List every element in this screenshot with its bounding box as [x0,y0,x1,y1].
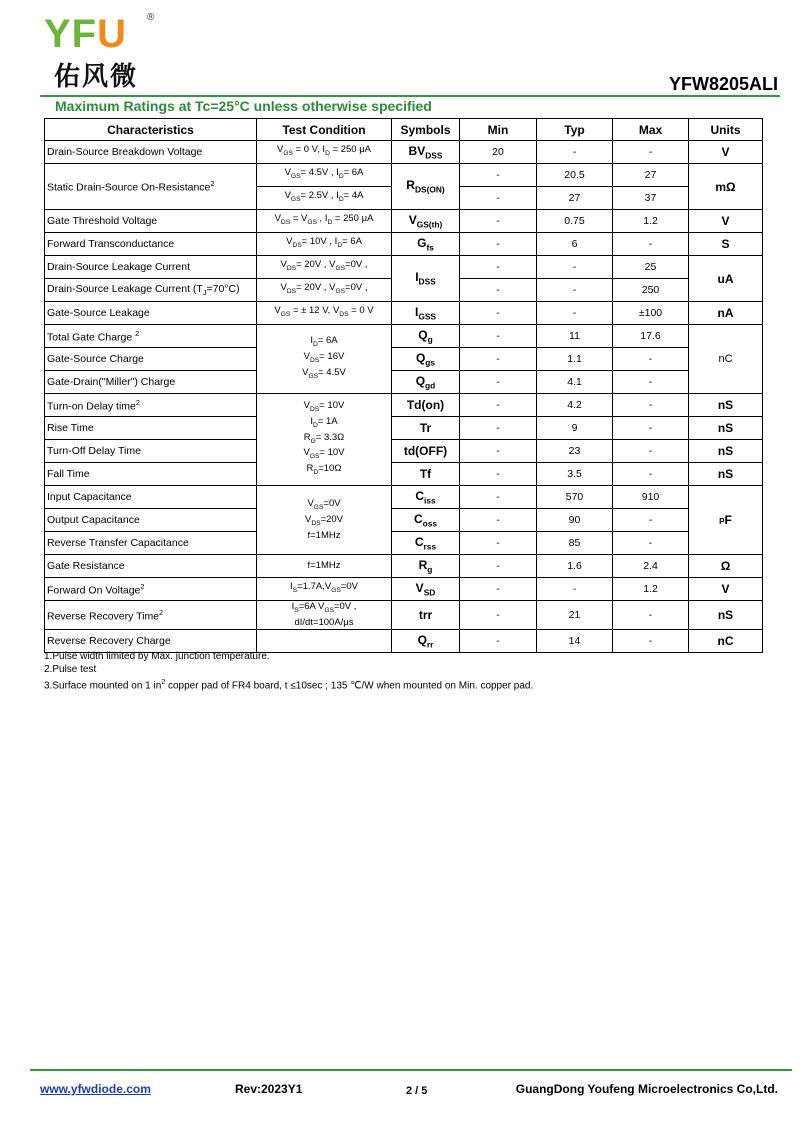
characteristic-cell: Gate-Source Charge [45,348,257,371]
table-row [45,394,763,417]
max-cell: - [613,509,689,532]
max-cell: 25 [613,256,689,279]
condition-cell: $V_{DS}= 20V$ , $V_{GS}=0V$ , [257,256,392,279]
symbol-cell: $C_{rss}$ [392,532,460,555]
table-row [45,601,763,630]
unit-cell: nA [689,302,763,325]
column-header: Characteristics [45,119,257,141]
symbol-cell: $R_g$ [392,555,460,578]
max-cell: - [613,601,689,630]
min-cell: 20 [460,141,537,164]
unit-cell: V [689,141,763,164]
condition-cell: $V_{DS}= 10V$ , $I_D= 6A$ [257,233,392,256]
min-cell: - [460,302,537,325]
characteristic-cell: Fall Time [45,463,257,486]
typ-cell: 20.5 [537,164,613,187]
table-row [45,233,763,256]
condition-cell: $I_S=1.7A,V_{GS}=0V$ [257,578,392,601]
symbol-cell: $R_{DS(ON)}$ [392,164,460,210]
characteristic-cell: Rise Time [45,417,257,440]
min-cell: - [460,601,537,630]
logo-chinese-name: 佑风微 [54,62,139,92]
typ-cell: 14 [537,629,613,652]
min-cell: - [460,279,537,302]
min-cell: - [460,555,537,578]
symbol-cell: td(OFF) [392,440,460,463]
characteristic-cell: Static Drain-Source On-Resistance$^2$ [45,164,257,210]
unit-cell: nS [689,394,763,417]
typ-cell: 6 [537,233,613,256]
typ-cell: - [537,302,613,325]
min-cell: - [460,578,537,601]
max-cell: - [613,629,689,652]
table-row [45,164,763,187]
max-cell: 2.4 [613,555,689,578]
typ-cell: 23 [537,440,613,463]
company-name: GuangDong Youfeng Microelectronics Co,Ltd. [515,1082,778,1096]
characteristic-cell: Drain-Source Leakage Current $(T_J=70^\circ C)$ [45,279,257,302]
characteristic-cell: Forward Transconductance [45,233,257,256]
min-cell: - [460,233,537,256]
table-row [45,578,763,601]
table-row [45,256,763,279]
characteristic-cell: Gate-Source Leakage [45,302,257,325]
min-cell: - [460,440,537,463]
symbol-cell: $V_{GS(th)}$ [392,210,460,233]
unit-cell: nS [689,463,763,486]
symbol-cell: Tr [392,417,460,440]
condition-cell: $V_{GS} = 0$ V, $I_D = 250$ μA [257,141,392,164]
logo-letters: YFU [44,12,128,56]
condition-cell: $V_{GS}=0V$ $V_{DS}=20V$ f=1MHz [257,486,392,555]
typ-cell: 1.6 [537,555,613,578]
column-header: Units [689,119,763,141]
column-header: Symbols [392,119,460,141]
min-cell: - [460,394,537,417]
characteristic-cell: Output Capacitance [45,509,257,532]
column-header: Test Condition [257,119,392,141]
typ-cell: 3.5 [537,463,613,486]
characteristic-cell: Reverse Recovery Charge [45,629,257,652]
symbol-cell: trr [392,601,460,630]
condition-cell: $V_{GS}$ = ± 12 V, $V_{DS} = 0$ V [257,302,392,325]
footer-divider [30,1069,792,1071]
max-cell: - [613,141,689,164]
typ-cell: - [537,141,613,164]
symbol-cell: $V_{SD}$ [392,578,460,601]
table-row [45,210,763,233]
max-cell: 37 [613,187,689,210]
table-row [45,509,763,532]
max-cell: - [613,463,689,486]
table-row [45,141,763,164]
min-cell: - [460,210,537,233]
max-cell: 250 [613,279,689,302]
footnote: 3.Surface mounted on 1 $in^2$ copper pad of FR4 board, t ≤10sec ; 135 ℃/W when mounted on Min. copper pad. [44,679,534,692]
condition-cell: $V_{GS}= 2.5V$ , $I_D= 4A$ [257,187,392,210]
unit-cell: nC [689,629,763,652]
symbol-cell: Tf [392,463,460,486]
max-cell: - [613,348,689,371]
unit-cell: nC [689,325,763,394]
condition-cell: $V_{DS}= 20V$ , $V_{GS}=0V$ , [257,279,392,302]
table-row [45,629,763,652]
typ-cell: - [537,279,613,302]
table-row [45,417,763,440]
typ-cell: 4.1 [537,371,613,394]
typ-cell: - [537,256,613,279]
condition-cell [257,629,392,652]
footnote: 1.Pulse width limited by Max. junction temperature. [44,651,270,662]
min-cell: - [460,187,537,210]
typ-cell: 0.75 [537,210,613,233]
typ-cell: 21 [537,601,613,630]
column-header: Min [460,119,537,141]
typ-cell: 9 [537,417,613,440]
symbol-cell: $C_{iss}$ [392,486,460,509]
min-cell: - [460,417,537,440]
max-cell: 1.2 [613,210,689,233]
characteristic-cell: Reverse Recovery Time$^2$ [45,601,257,630]
table-row [45,371,763,394]
min-cell: - [460,629,537,652]
typ-cell: 11 [537,325,613,348]
condition-cell: $I_S=6A$ $V_{GS}=0V$ , dI/dt=100A/μs [257,601,392,630]
typ-cell: 27 [537,187,613,210]
typ-cell: 1.1 [537,348,613,371]
typ-cell: 570 [537,486,613,509]
max-cell: 17.6 [613,325,689,348]
max-cell: - [613,394,689,417]
condition-cell: $V_{DS} = V_{GS}$ , $I_D = 250$ μA [257,210,392,233]
unit-cell: S [689,233,763,256]
table-row [45,486,763,509]
min-cell: - [460,325,537,348]
max-cell: ±100 [613,302,689,325]
characteristic-cell: Gate Threshold Voltage [45,210,257,233]
characteristic-cell: Forward On Voltage$^2$ [45,578,257,601]
typ-cell: - [537,578,613,601]
typ-cell: 85 [537,532,613,555]
part-number: YFW8205ALI [668,74,778,94]
max-cell: - [613,233,689,256]
table-row [45,532,763,555]
max-cell: - [613,371,689,394]
max-cell: 27 [613,164,689,187]
max-cell: - [613,532,689,555]
unit-cell: Ω [689,555,763,578]
column-header: Typ [537,119,613,141]
unit-cell: nS [689,601,763,630]
characteristic-cell: Drain-Source Breakdown Voltage [45,141,257,164]
characteristic-cell: Total Gate Charge $^2$ [45,325,257,348]
max-cell: - [613,440,689,463]
unit-cell: nS [689,440,763,463]
condition-cell: $V_{DS}= 10V$ $I_D= 1A$ $R_G= 3.3\Omega$ $V_{GS}= 10V$ $R_D=10\Omega$ [257,394,392,486]
table-row [45,348,763,371]
symbol-cell: $BV_{DSS}$ [392,141,460,164]
symbol-cell: $C_{oss}$ [392,509,460,532]
symbol-cell: $Q_{gd}$ [392,371,460,394]
column-header: Max [613,119,689,141]
electrical-characteristics-table [44,118,763,653]
condition-cell: $V_{GS}= 4.5V$ , $I_D= 6A$ [257,164,392,187]
unit-cell: mΩ [689,164,763,210]
symbol-cell: $Q_{gs}$ [392,348,460,371]
characteristic-cell: Gate Resistance [45,555,257,578]
max-cell: 910 [613,486,689,509]
table-row [45,302,763,325]
max-cell: - [613,417,689,440]
min-cell: - [460,509,537,532]
typ-cell: 4.2 [537,394,613,417]
condition-cell: $I_D= 6A$ $V_{DS}= 16V$ $V_{GS}= 4.5V$ [257,325,392,394]
company-logo [44,14,164,94]
symbol-cell: Td(on) [392,394,460,417]
symbol-cell: $Q_{rr}$ [392,629,460,652]
unit-cell: V [689,578,763,601]
unit-cell: nS [689,417,763,440]
table-header-row [45,119,763,141]
unit-cell: V [689,210,763,233]
registered-mark: ® [147,12,155,23]
symbol-cell: $I_{DSS}$ [392,256,460,302]
revision-label: Rev:2023Y1 [235,1082,303,1096]
symbol-cell: $G_{fs}$ [392,233,460,256]
header-divider [40,95,780,97]
characteristic-cell: Turn-on Delay time$^2$ [45,394,257,417]
min-cell: - [460,463,537,486]
footnotes [44,650,533,692]
min-cell: - [460,371,537,394]
characteristic-cell: Gate-Drain("Miller") Charge [45,371,257,394]
characteristic-cell: Input Capacitance [45,486,257,509]
table-row [45,440,763,463]
unit-cell: uA [689,256,763,302]
page-number: 2 / 5 [406,1085,428,1097]
max-cell: 1.2 [613,578,689,601]
symbol-cell: $I_{GSS}$ [392,302,460,325]
characteristic-cell: Drain-Source Leakage Current [45,256,257,279]
condition-cell: f=1MHz [257,555,392,578]
table-row [45,325,763,348]
min-cell: - [460,532,537,555]
table-row [45,463,763,486]
min-cell: - [460,348,537,371]
typ-cell: 90 [537,509,613,532]
symbol-cell: $Q_g$ [392,325,460,348]
unit-cell: PF [689,486,763,555]
footnote: 2.Pulse test [44,664,97,675]
website-link[interactable]: www.yfwdiode.com [40,1082,151,1096]
min-cell: - [460,164,537,187]
min-cell: - [460,486,537,509]
section-title: Maximum Ratings at Tc=25°C unless otherwise specified [55,98,432,114]
characteristic-cell: Reverse Transfer Capacitance [45,532,257,555]
min-cell: - [460,256,537,279]
table-row [45,555,763,578]
characteristic-cell: Turn-Off Delay Time [45,440,257,463]
